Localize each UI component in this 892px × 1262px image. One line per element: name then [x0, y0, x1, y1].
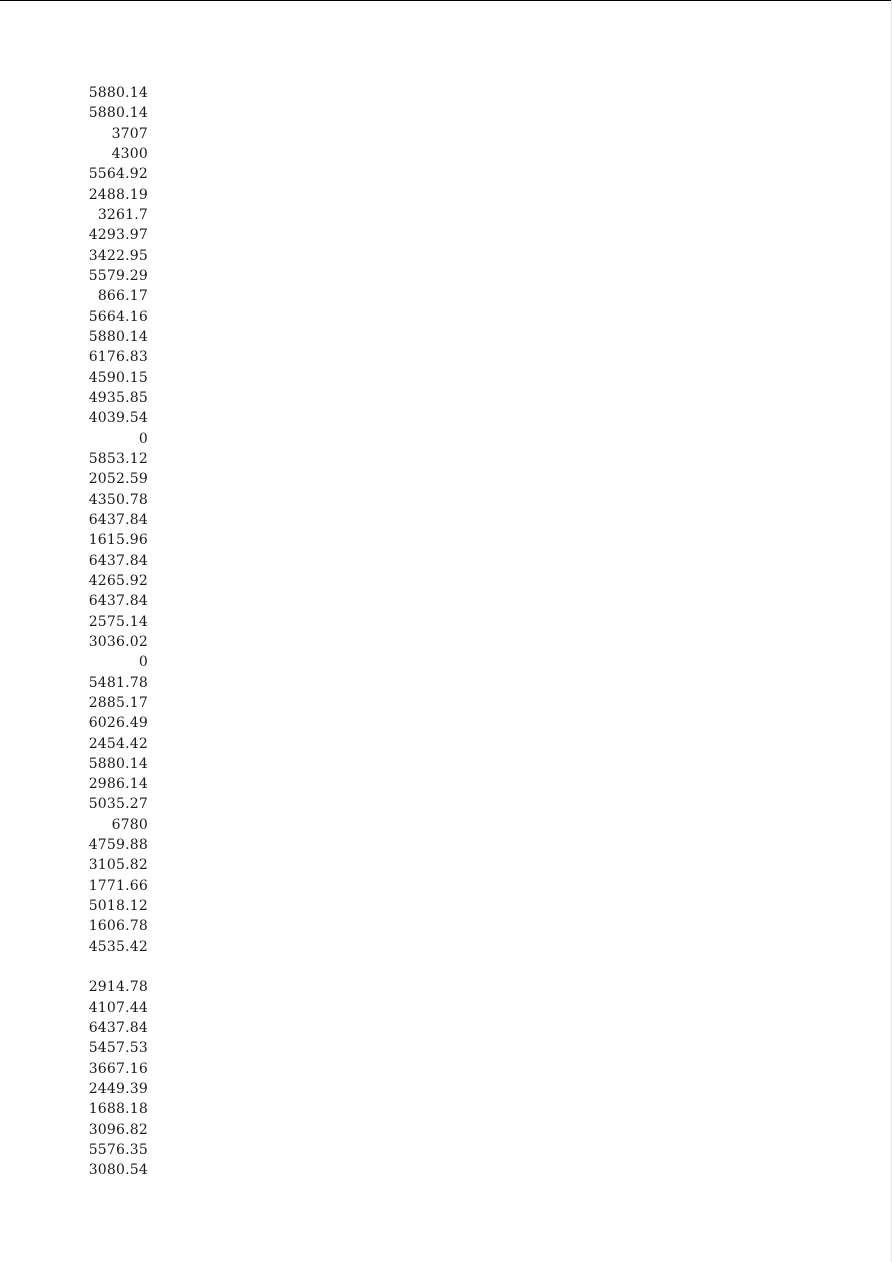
value-cell: 5576.35 [88, 1142, 148, 1159]
value-cell: 5664.16 [88, 308, 148, 325]
value-cell: 5880.14 [88, 755, 148, 772]
value-cell: 4107.44 [88, 999, 148, 1016]
value-cell: 4039.54 [88, 410, 148, 427]
value-cell: 4265.92 [88, 572, 148, 589]
value-cell: 6437.84 [88, 552, 148, 569]
value-cell: 5481.78 [88, 674, 148, 691]
value-cell: 2575.14 [88, 613, 148, 630]
value-cell: 2488.19 [88, 186, 148, 203]
value-cell: 2986.14 [88, 776, 148, 793]
value-cell: 5880.14 [88, 85, 148, 101]
value-cell: 3105.82 [88, 857, 148, 874]
value-cell: 1615.96 [88, 532, 148, 549]
value-cell: 4590.15 [88, 369, 148, 386]
value-cell: 5579.29 [88, 267, 148, 284]
value-cell: 6176.83 [88, 349, 148, 366]
value-cell: 5880.14 [88, 105, 148, 122]
value-cell: 2454.42 [88, 735, 148, 752]
value-cell: 0 [138, 654, 148, 671]
value-cell: 3080.54 [88, 1162, 148, 1179]
value-cell: 3036.02 [88, 633, 148, 650]
value-cell: 4300 [111, 145, 148, 162]
top-border-line [0, 0, 892, 1]
value-cell: 5457.53 [88, 1040, 148, 1057]
value-cell: 4535.42 [88, 938, 148, 955]
value-column [72, 83, 148, 1181]
value-cell: 1688.18 [88, 1101, 148, 1118]
value-cell: 5564.92 [88, 166, 148, 183]
value-cell: 3667.16 [88, 1060, 148, 1077]
value-cell: 1771.66 [88, 877, 148, 894]
value-cell: 3707 [111, 125, 148, 142]
value-cell: 0 [138, 430, 148, 447]
value-cell: 3096.82 [88, 1121, 148, 1138]
value-cell: 6780 [111, 816, 148, 833]
value-cell: 2914.78 [88, 979, 148, 996]
value-cell: 2449.39 [88, 1081, 148, 1098]
value-cell: 6026.49 [88, 715, 148, 732]
value-cell: 2885.17 [88, 694, 148, 711]
value-cell: 6437.84 [88, 511, 148, 528]
value-cell: 4935.85 [88, 389, 148, 406]
value-cell: 3422.95 [88, 247, 148, 264]
value-cell: 866.17 [97, 288, 148, 305]
value-cell: 4759.88 [88, 837, 148, 854]
value-cell: 1606.78 [88, 918, 148, 935]
value-cell: 4293.97 [88, 227, 148, 244]
value-cell: 5880.14 [88, 328, 148, 345]
value-cell: 2052.59 [88, 471, 148, 488]
value-cell: 3261.7 [97, 206, 148, 223]
value-cell: 6437.84 [88, 1020, 148, 1037]
value-cell: 4350.78 [88, 491, 148, 508]
value-cell: 6437.84 [88, 593, 148, 610]
value-cell: 5018.12 [88, 898, 148, 915]
value-cell [72, 957, 148, 977]
value-cell: 5853.12 [88, 450, 148, 467]
value-cell: 5035.27 [88, 796, 148, 813]
